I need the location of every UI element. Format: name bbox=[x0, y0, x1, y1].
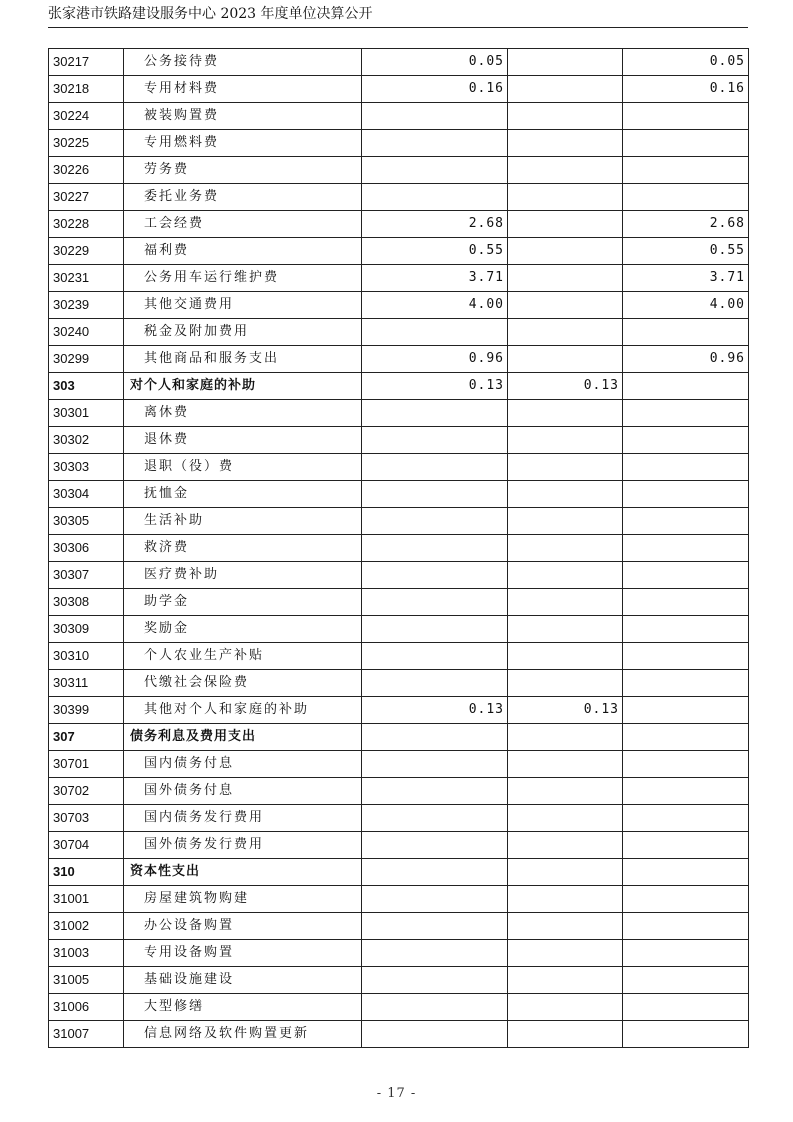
amount-cell-2 bbox=[508, 913, 623, 940]
amount-cell-2 bbox=[508, 724, 623, 751]
amount-cell-1 bbox=[362, 994, 508, 1021]
table-row bbox=[49, 832, 749, 859]
table-row bbox=[49, 643, 749, 670]
amount-cell-1 bbox=[362, 508, 508, 535]
account-name-cell: 办公设备购置 bbox=[124, 913, 362, 940]
amount-cell-2 bbox=[508, 103, 623, 130]
account-code-cell: 30227 bbox=[49, 184, 124, 211]
table-row bbox=[49, 481, 749, 508]
account-name-cell: 公务接待费 bbox=[124, 49, 362, 76]
amount-cell-3 bbox=[623, 535, 749, 562]
account-code-cell: 30701 bbox=[49, 751, 124, 778]
amount-cell-2 bbox=[508, 157, 623, 184]
amount-cell-1 bbox=[362, 778, 508, 805]
amount-cell-2 bbox=[508, 49, 623, 76]
amount-cell-1 bbox=[362, 724, 508, 751]
page-header-title: 张家港市铁路建设服务中心 2023 年度单位决算公开 bbox=[48, 6, 373, 22]
account-name-cell: 医疗费补助 bbox=[124, 562, 362, 589]
table-row bbox=[49, 778, 749, 805]
table-row bbox=[49, 427, 749, 454]
amount-cell-3 bbox=[623, 184, 749, 211]
amount-cell-3: 2.68 bbox=[623, 211, 749, 238]
amount-cell-3: 0.16 bbox=[623, 76, 749, 103]
amount-cell-3: 0.55 bbox=[623, 238, 749, 265]
account-code-cell: 30239 bbox=[49, 292, 124, 319]
table-row bbox=[49, 805, 749, 832]
amount-cell-1 bbox=[362, 130, 508, 157]
account-name-cell: 房屋建筑物购建 bbox=[124, 886, 362, 913]
amount-cell-3 bbox=[623, 616, 749, 643]
account-name-cell: 国外债务发行费用 bbox=[124, 832, 362, 859]
amount-cell-2 bbox=[508, 778, 623, 805]
amount-cell-2 bbox=[508, 751, 623, 778]
expenditure-table bbox=[48, 48, 749, 1048]
amount-cell-1: 0.13 bbox=[362, 697, 508, 724]
account-code-cell: 30228 bbox=[49, 211, 124, 238]
amount-cell-3 bbox=[623, 130, 749, 157]
header-divider bbox=[48, 27, 748, 28]
amount-cell-1 bbox=[362, 562, 508, 589]
account-code-cell: 30309 bbox=[49, 616, 124, 643]
account-code-cell: 30229 bbox=[49, 238, 124, 265]
account-name-cell: 专用燃料费 bbox=[124, 130, 362, 157]
table-row bbox=[49, 967, 749, 994]
table-row bbox=[49, 400, 749, 427]
expenditure-table-body bbox=[49, 49, 749, 1048]
amount-cell-2 bbox=[508, 805, 623, 832]
table-row bbox=[49, 238, 749, 265]
amount-cell-3: 3.71 bbox=[623, 265, 749, 292]
account-code-cell: 30703 bbox=[49, 805, 124, 832]
amount-cell-3: 0.05 bbox=[623, 49, 749, 76]
account-name-cell: 抚恤金 bbox=[124, 481, 362, 508]
amount-cell-1 bbox=[362, 967, 508, 994]
amount-cell-2 bbox=[508, 643, 623, 670]
table-row bbox=[49, 1021, 749, 1048]
amount-cell-1 bbox=[362, 805, 508, 832]
account-name-cell: 公务用车运行维护费 bbox=[124, 265, 362, 292]
account-name-cell: 劳务费 bbox=[124, 157, 362, 184]
amount-cell-2 bbox=[508, 76, 623, 103]
amount-cell-3 bbox=[623, 832, 749, 859]
table-row bbox=[49, 292, 749, 319]
amount-cell-1 bbox=[362, 859, 508, 886]
amount-cell-3 bbox=[623, 589, 749, 616]
amount-cell-1 bbox=[362, 184, 508, 211]
account-name-cell: 资本性支出 bbox=[124, 859, 362, 886]
amount-cell-2 bbox=[508, 832, 623, 859]
amount-cell-2 bbox=[508, 319, 623, 346]
table-row bbox=[49, 589, 749, 616]
amount-cell-3 bbox=[623, 886, 749, 913]
table-row bbox=[49, 130, 749, 157]
amount-cell-1 bbox=[362, 1021, 508, 1048]
account-name-cell: 救济费 bbox=[124, 535, 362, 562]
table-row bbox=[49, 751, 749, 778]
amount-cell-1 bbox=[362, 940, 508, 967]
amount-cell-1: 0.13 bbox=[362, 373, 508, 400]
table-row bbox=[49, 211, 749, 238]
account-code-cell: 30308 bbox=[49, 589, 124, 616]
table-row bbox=[49, 319, 749, 346]
page-number: - 17 - bbox=[376, 1086, 417, 1101]
account-code-cell: 30307 bbox=[49, 562, 124, 589]
account-code-cell: 307 bbox=[49, 724, 124, 751]
amount-cell-2 bbox=[508, 535, 623, 562]
amount-cell-2 bbox=[508, 994, 623, 1021]
account-name-cell: 其他交通费用 bbox=[124, 292, 362, 319]
account-name-cell: 奖励金 bbox=[124, 616, 362, 643]
amount-cell-3 bbox=[623, 481, 749, 508]
account-name-cell: 大型修缮 bbox=[124, 994, 362, 1021]
table-row bbox=[49, 157, 749, 184]
amount-cell-2 bbox=[508, 859, 623, 886]
account-code-cell: 310 bbox=[49, 859, 124, 886]
account-code-cell: 303 bbox=[49, 373, 124, 400]
amount-cell-2 bbox=[508, 400, 623, 427]
amount-cell-1: 0.55 bbox=[362, 238, 508, 265]
amount-cell-3 bbox=[623, 805, 749, 832]
amount-cell-1 bbox=[362, 589, 508, 616]
table-group-row bbox=[49, 724, 749, 751]
amount-cell-3 bbox=[623, 940, 749, 967]
amount-cell-2 bbox=[508, 346, 623, 373]
amount-cell-3 bbox=[623, 670, 749, 697]
table-row bbox=[49, 346, 749, 373]
amount-cell-2 bbox=[508, 265, 623, 292]
account-code-cell: 30218 bbox=[49, 76, 124, 103]
amount-cell-1 bbox=[362, 454, 508, 481]
table-row bbox=[49, 184, 749, 211]
account-name-cell: 国内债务发行费用 bbox=[124, 805, 362, 832]
amount-cell-3 bbox=[623, 859, 749, 886]
account-code-cell: 30302 bbox=[49, 427, 124, 454]
amount-cell-3 bbox=[623, 994, 749, 1021]
amount-cell-3 bbox=[623, 643, 749, 670]
account-code-cell: 30306 bbox=[49, 535, 124, 562]
amount-cell-1 bbox=[362, 832, 508, 859]
table-row bbox=[49, 697, 749, 724]
amount-cell-2 bbox=[508, 940, 623, 967]
table-row bbox=[49, 76, 749, 103]
amount-cell-3 bbox=[623, 1021, 749, 1048]
account-name-cell: 其他商品和服务支出 bbox=[124, 346, 362, 373]
amount-cell-3 bbox=[623, 751, 749, 778]
amount-cell-1 bbox=[362, 400, 508, 427]
account-code-cell: 30304 bbox=[49, 481, 124, 508]
amount-cell-2 bbox=[508, 886, 623, 913]
amount-cell-1 bbox=[362, 427, 508, 454]
account-code-cell: 30702 bbox=[49, 778, 124, 805]
account-name-cell: 专用设备购置 bbox=[124, 940, 362, 967]
account-code-cell: 31001 bbox=[49, 886, 124, 913]
amount-cell-3 bbox=[623, 454, 749, 481]
account-name-cell: 助学金 bbox=[124, 589, 362, 616]
account-code-cell: 30224 bbox=[49, 103, 124, 130]
table-row bbox=[49, 454, 749, 481]
amount-cell-2 bbox=[508, 211, 623, 238]
account-name-cell: 离休费 bbox=[124, 400, 362, 427]
amount-cell-3 bbox=[623, 319, 749, 346]
account-name-cell: 税金及附加费用 bbox=[124, 319, 362, 346]
amount-cell-3 bbox=[623, 103, 749, 130]
table-row bbox=[49, 940, 749, 967]
amount-cell-2 bbox=[508, 130, 623, 157]
amount-cell-1 bbox=[362, 670, 508, 697]
account-code-cell: 30299 bbox=[49, 346, 124, 373]
table-row bbox=[49, 886, 749, 913]
amount-cell-2 bbox=[508, 670, 623, 697]
amount-cell-1 bbox=[362, 481, 508, 508]
table-group-row bbox=[49, 373, 749, 400]
amount-cell-3 bbox=[623, 400, 749, 427]
amount-cell-3 bbox=[623, 967, 749, 994]
amount-cell-1 bbox=[362, 319, 508, 346]
amount-cell-3 bbox=[623, 427, 749, 454]
account-code-cell: 30311 bbox=[49, 670, 124, 697]
account-name-cell: 委托业务费 bbox=[124, 184, 362, 211]
amount-cell-1: 0.16 bbox=[362, 76, 508, 103]
account-code-cell: 30240 bbox=[49, 319, 124, 346]
table-row bbox=[49, 535, 749, 562]
amount-cell-3: 0.96 bbox=[623, 346, 749, 373]
account-code-cell: 30231 bbox=[49, 265, 124, 292]
amount-cell-1: 4.00 bbox=[362, 292, 508, 319]
amount-cell-2 bbox=[508, 454, 623, 481]
account-code-cell: 31003 bbox=[49, 940, 124, 967]
account-code-cell: 30305 bbox=[49, 508, 124, 535]
account-name-cell: 代缴社会保险费 bbox=[124, 670, 362, 697]
amount-cell-2 bbox=[508, 184, 623, 211]
table-row bbox=[49, 616, 749, 643]
amount-cell-1 bbox=[362, 886, 508, 913]
account-name-cell: 其他对个人和家庭的补助 bbox=[124, 697, 362, 724]
amount-cell-2: 0.13 bbox=[508, 373, 623, 400]
amount-cell-2 bbox=[508, 508, 623, 535]
account-name-cell: 基础设施建设 bbox=[124, 967, 362, 994]
amount-cell-1: 0.96 bbox=[362, 346, 508, 373]
amount-cell-3 bbox=[623, 913, 749, 940]
amount-cell-1 bbox=[362, 535, 508, 562]
amount-cell-3 bbox=[623, 697, 749, 724]
amount-cell-1: 3.71 bbox=[362, 265, 508, 292]
account-name-cell: 福利费 bbox=[124, 238, 362, 265]
amount-cell-3 bbox=[623, 724, 749, 751]
account-code-cell: 30301 bbox=[49, 400, 124, 427]
amount-cell-2 bbox=[508, 427, 623, 454]
amount-cell-3 bbox=[623, 157, 749, 184]
table-group-row bbox=[49, 859, 749, 886]
amount-cell-2 bbox=[508, 616, 623, 643]
account-code-cell: 30704 bbox=[49, 832, 124, 859]
amount-cell-1: 0.05 bbox=[362, 49, 508, 76]
account-code-cell: 31002 bbox=[49, 913, 124, 940]
table-row bbox=[49, 913, 749, 940]
account-name-cell: 国外债务付息 bbox=[124, 778, 362, 805]
account-name-cell: 国内债务付息 bbox=[124, 751, 362, 778]
account-name-cell: 对个人和家庭的补助 bbox=[124, 373, 362, 400]
amount-cell-1 bbox=[362, 751, 508, 778]
account-code-cell: 31007 bbox=[49, 1021, 124, 1048]
account-code-cell: 30303 bbox=[49, 454, 124, 481]
amount-cell-2 bbox=[508, 238, 623, 265]
amount-cell-2: 0.13 bbox=[508, 697, 623, 724]
account-code-cell: 30399 bbox=[49, 697, 124, 724]
account-name-cell: 个人农业生产补贴 bbox=[124, 643, 362, 670]
amount-cell-2 bbox=[508, 589, 623, 616]
account-name-cell: 被装购置费 bbox=[124, 103, 362, 130]
amount-cell-2 bbox=[508, 562, 623, 589]
table-row bbox=[49, 994, 749, 1021]
amount-cell-1 bbox=[362, 913, 508, 940]
table-row bbox=[49, 265, 749, 292]
account-code-cell: 31006 bbox=[49, 994, 124, 1021]
account-code-cell: 30217 bbox=[49, 49, 124, 76]
account-name-cell: 生活补助 bbox=[124, 508, 362, 535]
account-name-cell: 债务利息及费用支出 bbox=[124, 724, 362, 751]
account-name-cell: 信息网络及软件购置更新 bbox=[124, 1021, 362, 1048]
table-row bbox=[49, 49, 749, 76]
table-row bbox=[49, 562, 749, 589]
amount-cell-3 bbox=[623, 373, 749, 400]
account-code-cell: 31005 bbox=[49, 967, 124, 994]
amount-cell-3 bbox=[623, 562, 749, 589]
amount-cell-1 bbox=[362, 616, 508, 643]
amount-cell-1 bbox=[362, 103, 508, 130]
amount-cell-2 bbox=[508, 1021, 623, 1048]
table-row bbox=[49, 103, 749, 130]
amount-cell-3 bbox=[623, 778, 749, 805]
account-code-cell: 30225 bbox=[49, 130, 124, 157]
amount-cell-1 bbox=[362, 643, 508, 670]
amount-cell-1: 2.68 bbox=[362, 211, 508, 238]
account-name-cell: 专用材料费 bbox=[124, 76, 362, 103]
amount-cell-1 bbox=[362, 157, 508, 184]
account-name-cell: 退休费 bbox=[124, 427, 362, 454]
amount-cell-2 bbox=[508, 967, 623, 994]
account-name-cell: 退职（役）费 bbox=[124, 454, 362, 481]
account-code-cell: 30310 bbox=[49, 643, 124, 670]
amount-cell-2 bbox=[508, 481, 623, 508]
amount-cell-3 bbox=[623, 508, 749, 535]
account-code-cell: 30226 bbox=[49, 157, 124, 184]
amount-cell-2 bbox=[508, 292, 623, 319]
account-name-cell: 工会经费 bbox=[124, 211, 362, 238]
table-row bbox=[49, 670, 749, 697]
amount-cell-3: 4.00 bbox=[623, 292, 749, 319]
table-row bbox=[49, 508, 749, 535]
